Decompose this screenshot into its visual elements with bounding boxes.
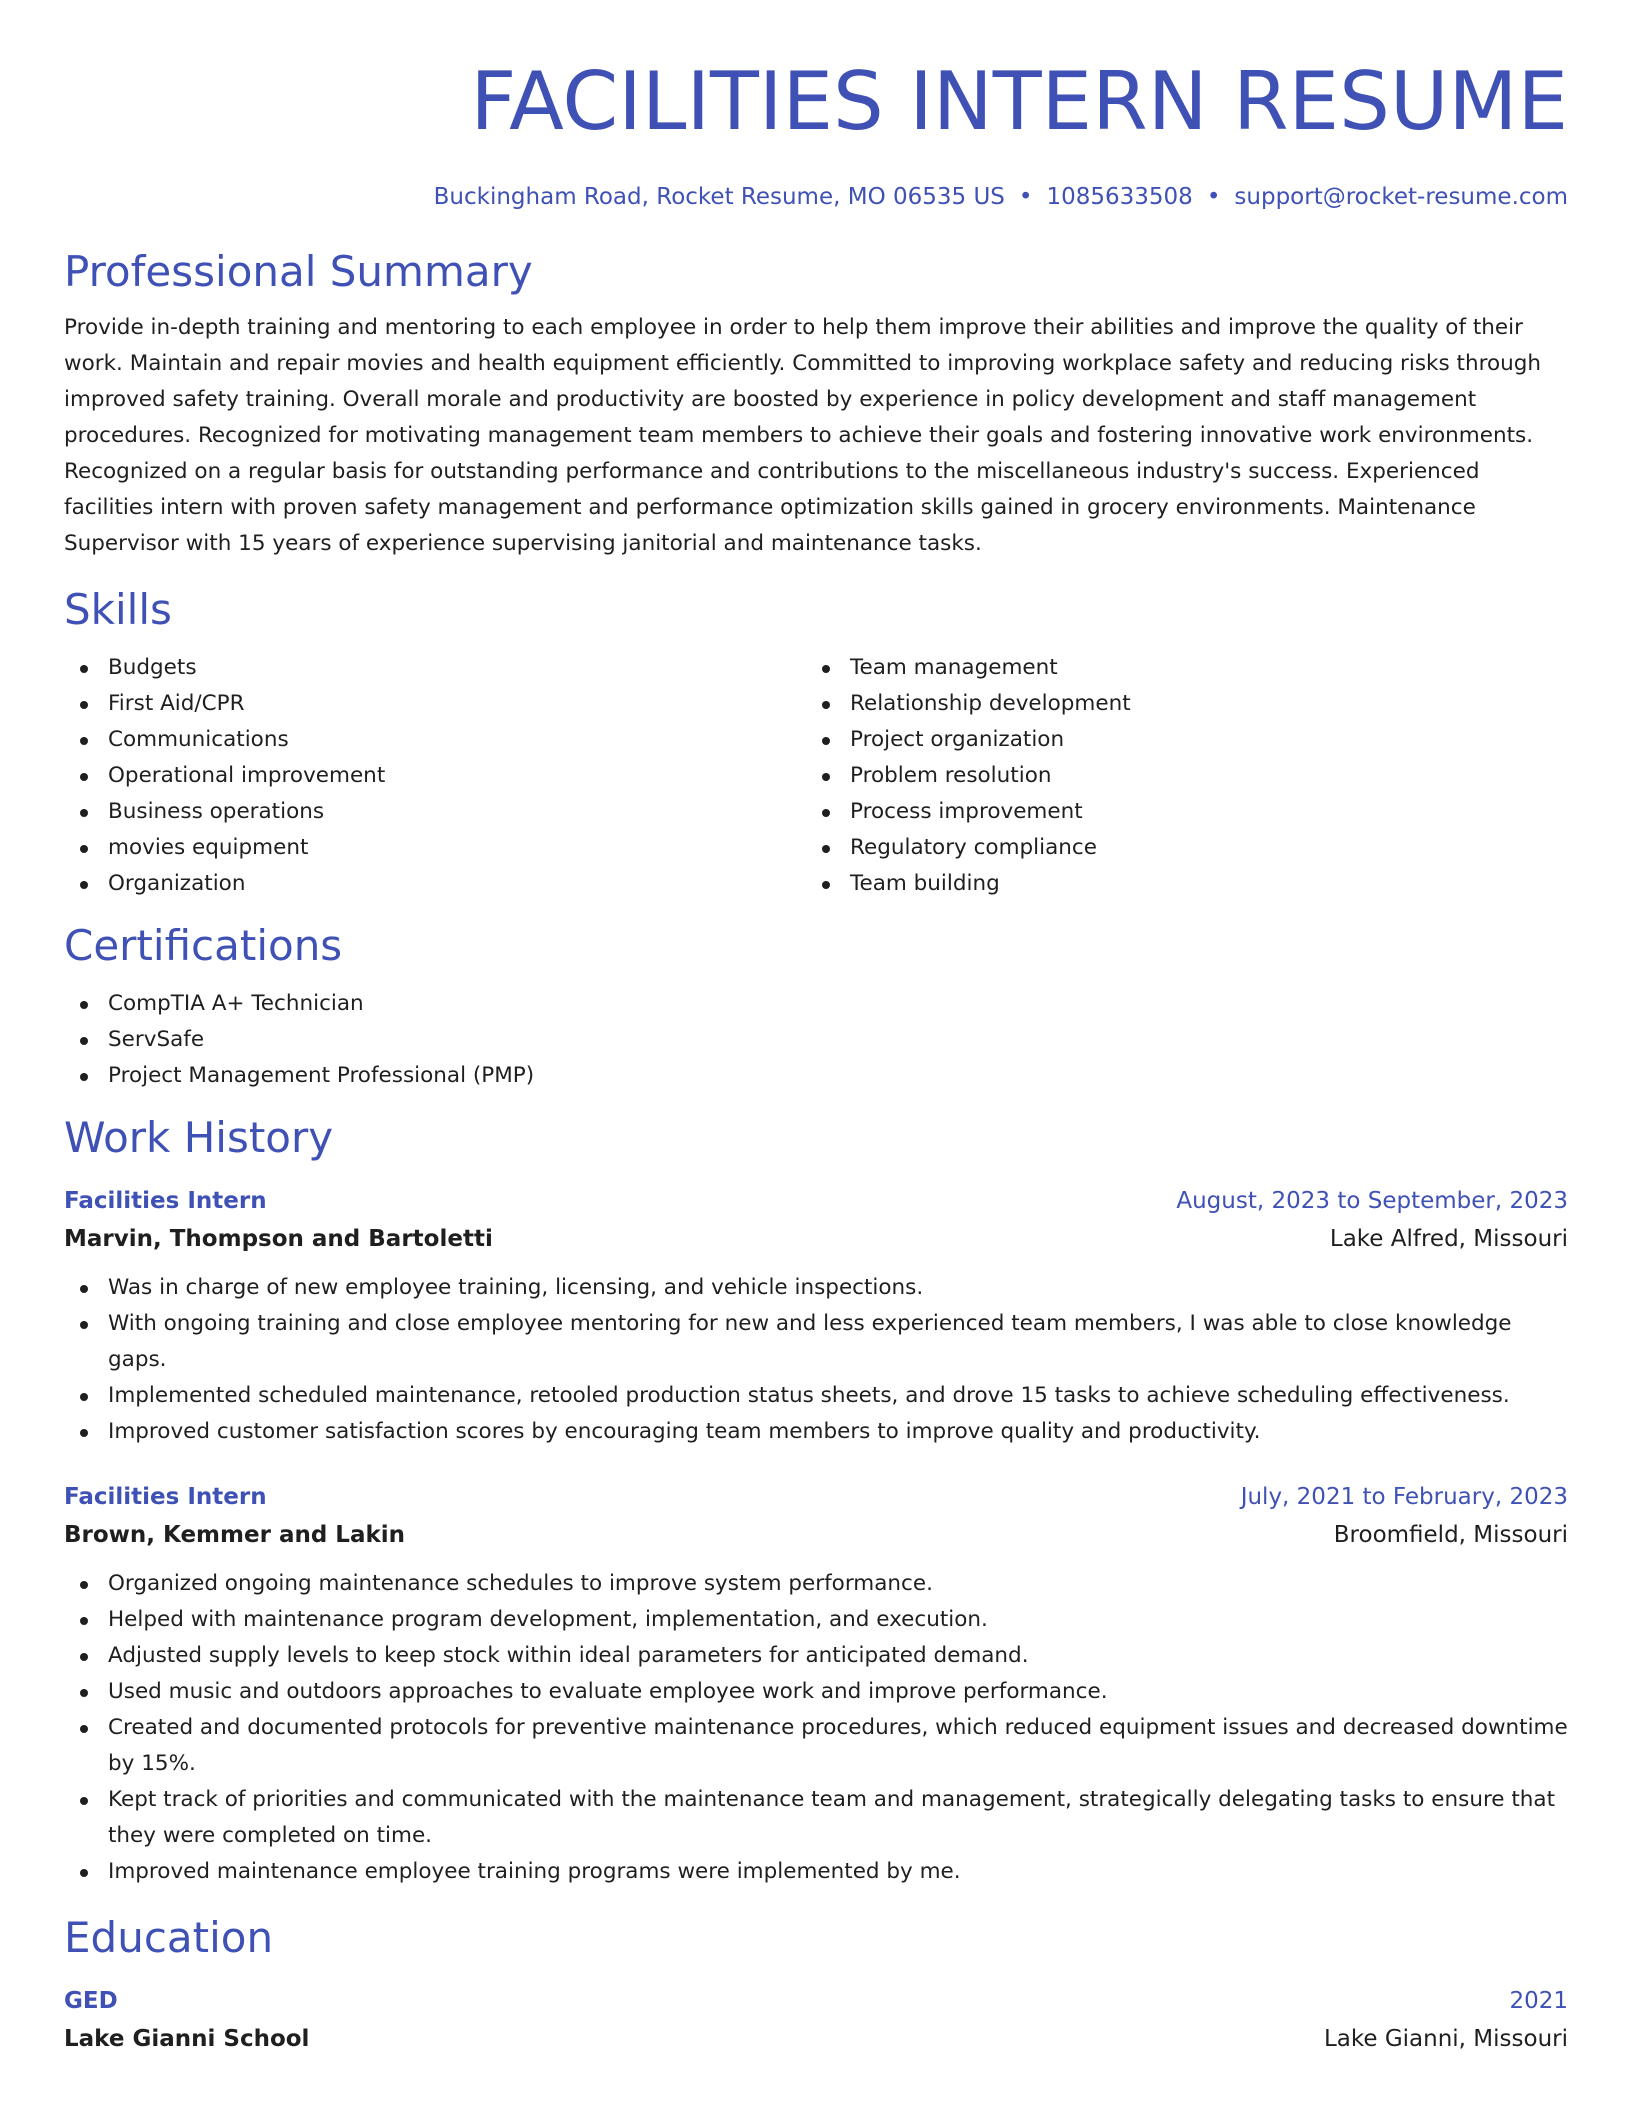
job-title: Facilities Intern xyxy=(64,1188,267,1214)
job-dates: July, 2021 to February, 2023 xyxy=(1240,1484,1568,1510)
skill-item: Business operations xyxy=(64,794,806,830)
certifications-heading: Certifications xyxy=(64,921,343,970)
certification-item: ServSafe xyxy=(64,1022,1568,1058)
job-bullet: Implemented scheduled maintenance, retooled production status sheets, and drove 15 tasks to achieve scheduling effectiveness. xyxy=(64,1378,1568,1414)
job-entry xyxy=(64,1478,1568,1890)
job-location: Broomfield, Missouri xyxy=(1333,1522,1568,1548)
skill-item: Team building xyxy=(806,866,1548,902)
skill-item: Organization xyxy=(64,866,806,902)
skill-item: Problem resolution xyxy=(806,758,1548,794)
skills-heading: Skills xyxy=(64,585,172,634)
job-bullet: With ongoing training and close employee mentoring for new and less experienced team members, I was able to close knowledge gaps. xyxy=(64,1306,1568,1378)
work-history-heading: Work History xyxy=(64,1113,334,1162)
skill-item: First Aid/CPR xyxy=(64,686,806,722)
job-bullet: Used music and outdoors approaches to evaluate employee work and improve performance. xyxy=(64,1674,1568,1710)
job-bullet: Improved maintenance employee training programs were implemented by me. xyxy=(64,1854,1568,1890)
education-school: Lake Gianni School xyxy=(64,2026,310,2052)
contact-email[interactable]: support@rocket-resume.com xyxy=(1234,184,1568,210)
resume-title: FACILITIES INTERN RESUME xyxy=(470,55,1568,148)
job-bullet: Was in charge of new employee training, licensing, and vehicle inspections. xyxy=(64,1270,1568,1306)
skills-list xyxy=(64,650,1568,902)
education-year: 2021 xyxy=(1509,1988,1568,2014)
job-bullet: Organized ongoing maintenance schedules to improve system performance. xyxy=(64,1566,1568,1602)
skill-item: Relationship development xyxy=(806,686,1548,722)
skill-item: Team management xyxy=(806,650,1548,686)
job-company: Marvin, Thompson and Bartoletti xyxy=(64,1226,493,1252)
skill-item: Budgets xyxy=(64,650,806,686)
contact-separator: • xyxy=(1206,184,1221,210)
job-title: Facilities Intern xyxy=(64,1484,267,1510)
job-bullets xyxy=(64,1270,1568,1450)
education-location: Lake Gianni, Missouri xyxy=(1323,2026,1568,2052)
contact-separator: • xyxy=(1018,184,1033,210)
job-bullet: Created and documented protocols for preventive maintenance procedures, which reduced equipment issues and decreased downtime by 15%. xyxy=(64,1710,1568,1782)
skill-item: movies equipment xyxy=(64,830,806,866)
contact-address: Buckingham Road, Rocket Resume, MO 06535 US xyxy=(433,184,1005,210)
job-dates: August, 2023 to September, 2023 xyxy=(1176,1188,1568,1214)
education-degree: GED xyxy=(64,1988,118,2014)
skills-column-right xyxy=(806,650,1548,902)
skill-item: Operational improvement xyxy=(64,758,806,794)
job-bullet: Helped with maintenance program development, implementation, and execution. xyxy=(64,1602,1568,1638)
certification-item: Project Management Professional (PMP) xyxy=(64,1058,1568,1094)
skill-item: Project organization xyxy=(806,722,1548,758)
job-bullet: Improved customer satisfaction scores by encouraging team members to improve quality and productivity. xyxy=(64,1414,1568,1450)
contact-phone: 1085633508 xyxy=(1046,184,1193,210)
job-bullet: Adjusted supply levels to keep stock within ideal parameters for anticipated demand. xyxy=(64,1638,1568,1674)
job-entry xyxy=(64,1182,1568,1450)
skill-item: Communications xyxy=(64,722,806,758)
certifications-list xyxy=(64,986,1568,1094)
summary-text: Provide in-depth training and mentoring to each employee in order to help them improve their abilities and improve the quality of their work. Maintain and repair movies and health equipment efficiently. Committed to improving workplace safety and reducing risks through improved safety training. Overall morale and productivity are boosted by experience in policy development and staff management procedures. Recognized for motivating management team members to achieve their goals and fostering innovative work environments. Recognized on a regular basis for outstanding performance and contributions to the miscellaneous industry's success. Experienced facilities intern with proven safety management and performance optimization skills gained in grocery environments. Maintenance Supervisor with 15 years of experience supervising janitorial and maintenance tasks. xyxy=(64,315,1542,556)
education-heading: Education xyxy=(64,1913,274,1962)
skills-column-left xyxy=(64,650,806,902)
skill-item: Process improvement xyxy=(806,794,1548,830)
education-entry xyxy=(64,1982,1568,2058)
job-bullets xyxy=(64,1566,1568,1890)
job-bullet: Kept track of priorities and communicated with the maintenance team and management, strategically delegating tasks to ensure that they were completed on time. xyxy=(64,1782,1568,1854)
job-location: Lake Alfred, Missouri xyxy=(1329,1226,1568,1252)
contact-line xyxy=(64,180,1568,214)
certification-item: CompTIA A+ Technician xyxy=(64,986,1568,1022)
summary-heading: Professional Summary xyxy=(64,247,533,296)
skill-item: Regulatory compliance xyxy=(806,830,1548,866)
job-company: Brown, Kemmer and Lakin xyxy=(64,1522,406,1548)
